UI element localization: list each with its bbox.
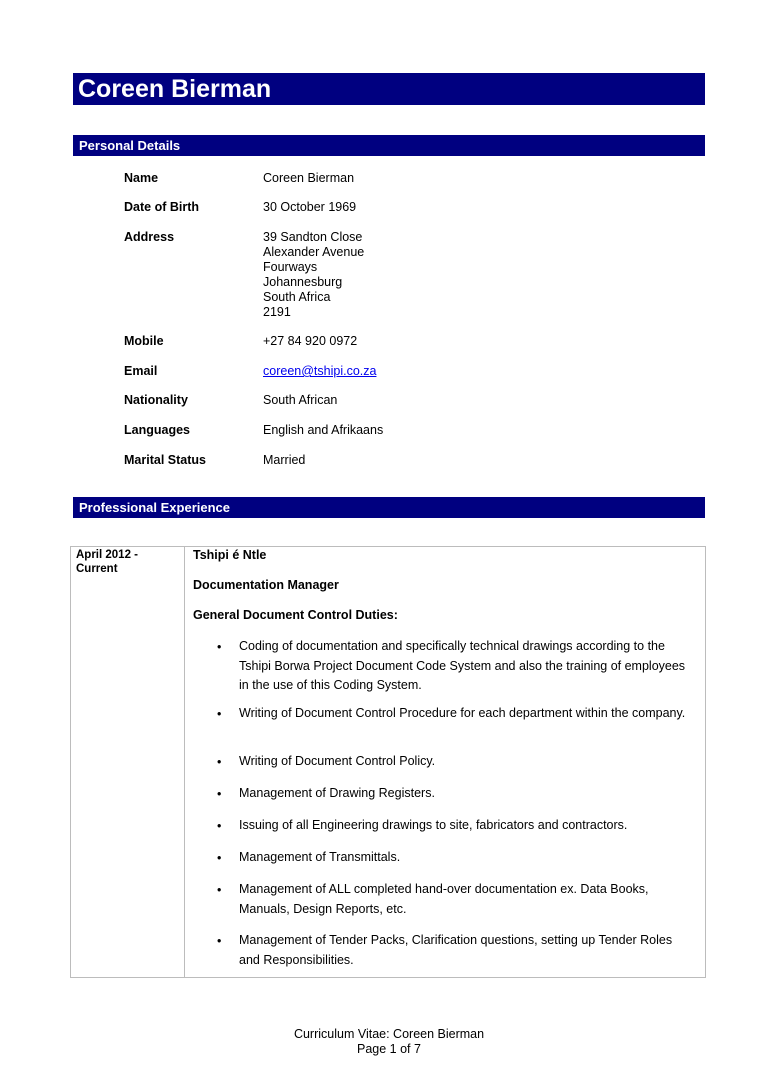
company-name: Tshipi é Ntle [193, 548, 267, 562]
bullet-icon: • [217, 819, 222, 833]
duty-item: Management of Drawing Registers. [239, 786, 435, 800]
nationality-value: South African [263, 393, 338, 407]
dob-label: Date of Birth [124, 200, 199, 214]
duty-item: Coding of documentation and specifically technical drawings according to the Tshipi Borwa Project Document Code System and also the training of employees in the use of this Coding System. [239, 639, 686, 692]
bullet-icon: • [217, 787, 222, 801]
duty-item: Management of Transmittals. [239, 850, 401, 864]
name-label: Name [124, 171, 159, 185]
address-line: Alexander Avenue [263, 245, 365, 259]
nationality-label: Nationality [124, 393, 188, 407]
languages-label: Languages [124, 423, 190, 437]
marital-status-label: Marital Status [124, 453, 206, 467]
duty-item: Issuing of all Engineering drawings to site, fabricators and contractors. [239, 818, 628, 832]
cv-name-header: Coreen Bierman [73, 73, 705, 105]
experience-period: April 2012 - Current [76, 549, 138, 575]
email-link[interactable]: coreen@tshipi.co.za [263, 364, 377, 378]
footer-title: Curriculum Vitae: Coreen Bierman [293, 1027, 485, 1041]
email-label: Email [124, 364, 158, 378]
name-value: Coreen Bierman [263, 171, 355, 185]
bullet-icon: • [217, 934, 222, 948]
duty-item: Management of Tender Packs, Clarification questions, setting up Tender Roles and Responsibilities. [239, 933, 673, 967]
address-line: South Africa [263, 290, 331, 304]
duty-item: Management of ALL completed hand-over documentation ex. Data Books, Manuals, Design Reports, etc. [239, 882, 649, 916]
bullet-icon: • [217, 707, 222, 721]
job-title: Documentation Manager [193, 578, 339, 592]
duty-item: Writing of Document Control Procedure for each department within the company. [239, 706, 686, 720]
page-number: Page 1 of 7 [357, 1042, 421, 1056]
address-line: Fourways [263, 260, 318, 274]
bullet-icon: • [217, 851, 222, 865]
address-value [263, 230, 364, 320]
bullet-icon: • [217, 755, 222, 769]
bullet-icon: • [217, 883, 222, 897]
personal-details-heading: Personal Details [73, 135, 705, 156]
address-label: Address [124, 230, 175, 244]
page-footer [264, 1027, 514, 1057]
address-line: Johannesburg [263, 275, 343, 289]
mobile-value: +27 84 920 0972 [263, 334, 358, 348]
experience-table-divider [184, 546, 185, 978]
address-line: 39 Sandton Close [263, 230, 363, 244]
email-value [263, 364, 376, 379]
address-line: 2191 [263, 305, 291, 319]
duties-heading: General Document Control Duties: [193, 608, 398, 622]
professional-experience-heading: Professional Experience [73, 497, 705, 518]
duty-item: Writing of Document Control Policy. [239, 754, 436, 768]
languages-value: English and Afrikaans [263, 423, 384, 437]
dob-value: 30 October 1969 [263, 200, 357, 214]
marital-status-value: Married [263, 453, 306, 467]
mobile-label: Mobile [124, 334, 164, 348]
bullet-icon: • [217, 640, 222, 654]
